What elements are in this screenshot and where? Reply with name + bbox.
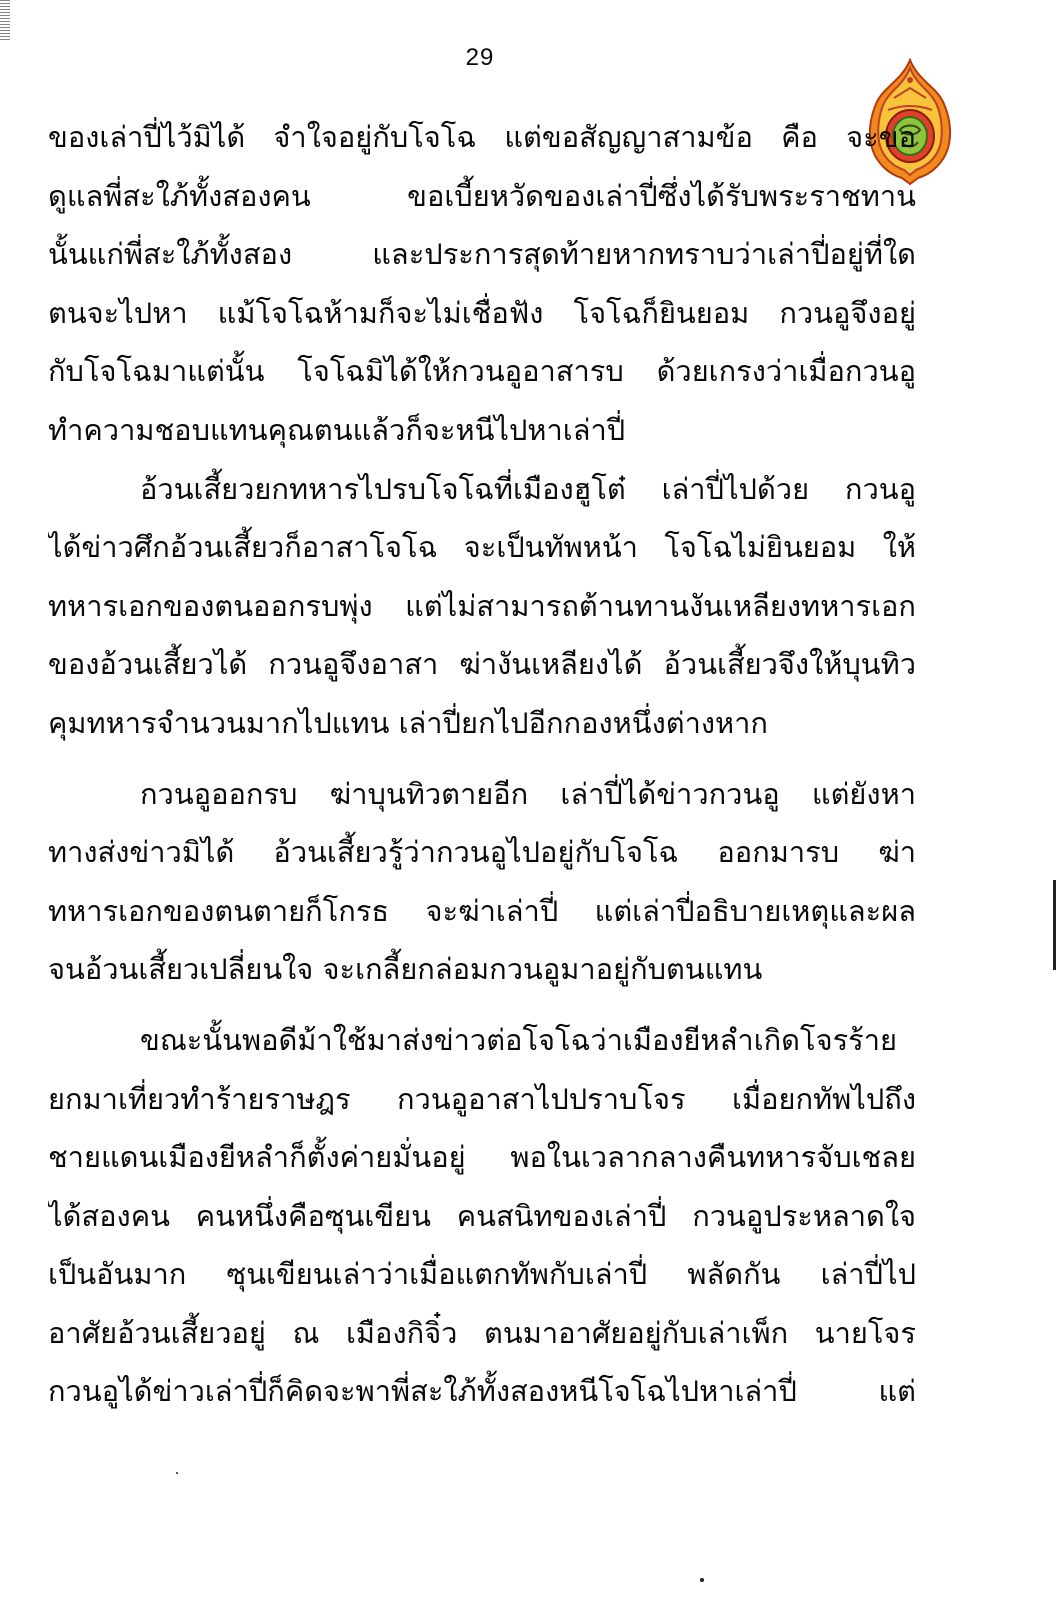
text-line: ขณะนั้นพอดีม้าใช้มาส่งข่าวต่อโจโฉว่าเมืองยีหลำเกิดโจรร้าย xyxy=(140,1022,898,1057)
scan-speck xyxy=(176,1472,178,1474)
text-line: ของอ้วนเสี้ยวได้ กวนอูจึงอาสา ฆ่างันเหลียงได้ อ้วนเสี้ยวจึงให้บุนทิว xyxy=(48,647,916,682)
text-line: นั้นแก่พี่สะใภ้ทั้งสอง และประการสุดท้ายหากทราบว่าเล่าปี่อยู่ที่ใด xyxy=(48,237,916,272)
text-line: อาศัยอ้วนเสี้ยวอยู่ ณ เมืองกิจิ๋ว ตนมาอาศัยอยู่กับเล่าเพ็ก นายโจร xyxy=(48,1315,916,1350)
text-line: กวนอูออกรบ ฆ่าบุนทิวตายอีก เล่าปี่ได้ข่าวกวนอู แต่ยังหา xyxy=(140,776,916,811)
text-line: ตนจะไปหา แม้โจโฉห้ามก็จะไม่เชื่อฟัง โจโฉก็ยินยอม กวนอูจึงอยู่ xyxy=(48,295,916,330)
text-line: ทำความชอบแทนคุณตนแล้วก็จะหนีไปหาเล่าปี่ xyxy=(48,412,626,447)
paragraph-gap xyxy=(48,753,916,765)
page-number: 29 xyxy=(465,44,495,71)
text-line: จนอ้วนเสี้ยวเปลี่ยนใจ จะเกลี้ยกล่อมกวนอูมาอยู่กับตนแทน xyxy=(48,952,763,987)
text-line: ยกมาเที่ยวทำร้ายราษฎร กวนอูอาสาไปปราบโจร เมื่อยกทัพไปถึง xyxy=(48,1081,916,1116)
text-line: เป็นอันมาก ซุนเขียนเล่าว่าเมื่อแตกทัพกับเล่าปี่ พลัดกัน เล่าปี่ไป xyxy=(48,1257,916,1292)
scan-speck xyxy=(700,1578,704,1582)
text-line: กับโจโฉมาแต่นั้น โจโฉมิได้ให้กวนอูอาสารบ ด้วยเกรงว่าเมื่อกวนอู xyxy=(48,354,916,389)
text-line: คุมทหารจำนวนมากไปแทน เล่าปี่ยกไปอีกกองหนึ่งต่างหาก xyxy=(48,705,768,740)
text-line: ทหารเอกของตนออกรบพุ่ง แต่ไม่สามารถต้านทานงันเหลียงทหารเอก xyxy=(48,588,916,623)
text-line: ทหารเอกของตนตายก็โกรธ จะฆ่าเล่าปี่ แต่เล่าปี่อธิบายเหตุและผล xyxy=(48,893,916,928)
text-line: กวนอูได้ข่าวเล่าปี่ก็คิดจะพาพี่สะใภ้ทั้งสองหนีโจโฉไปหาเล่าปี่ แต่ xyxy=(48,1374,916,1409)
text-line: ดูแลพี่สะใภ้ทั้งสองคน ขอเบี้ยหวัดของเล่าปี่ซึ่งได้รับพระราชทาน xyxy=(48,178,916,213)
scan-artifact-left xyxy=(0,0,10,40)
text-line: ได้สองคน คนหนึ่งคือซุนเขียน คนสนิทของเล่าปี่ กวนอูประหลาดใจ xyxy=(48,1198,916,1233)
text-line: ชายแดนเมืองยีหลำก็ตั้งค่ายมั่นอยู่ พอในเวลากลางคืนทหารจับเชลย xyxy=(48,1140,916,1175)
text-line: อ้วนเสี้ยวยกทหารไปรบโจโฉที่เมืองฮูโต๋ เล่าปี่ไปด้วย กวนอู xyxy=(140,471,916,506)
text-line: ของเล่าปี่ไว้มิได้ จำใจอยู่กับโจโฉ แต่ขอสัญญาสามข้อ คือ จะขอ xyxy=(48,120,916,154)
body-text xyxy=(48,108,916,1421)
paragraph-gap xyxy=(48,999,916,1011)
text-line: ทางส่งข่าวมิได้ อ้วนเสี้ยวรู้ว่ากวนอูไปอยู่กับโจโฉ ออกมารบ ฆ่า xyxy=(48,835,916,870)
text-line: ได้ข่าวศึกอ้วนเสี้ยวก็อาสาโจโฉ จะเป็นทัพหน้า โจโฉไม่ยินยอม ให้ xyxy=(48,530,916,565)
